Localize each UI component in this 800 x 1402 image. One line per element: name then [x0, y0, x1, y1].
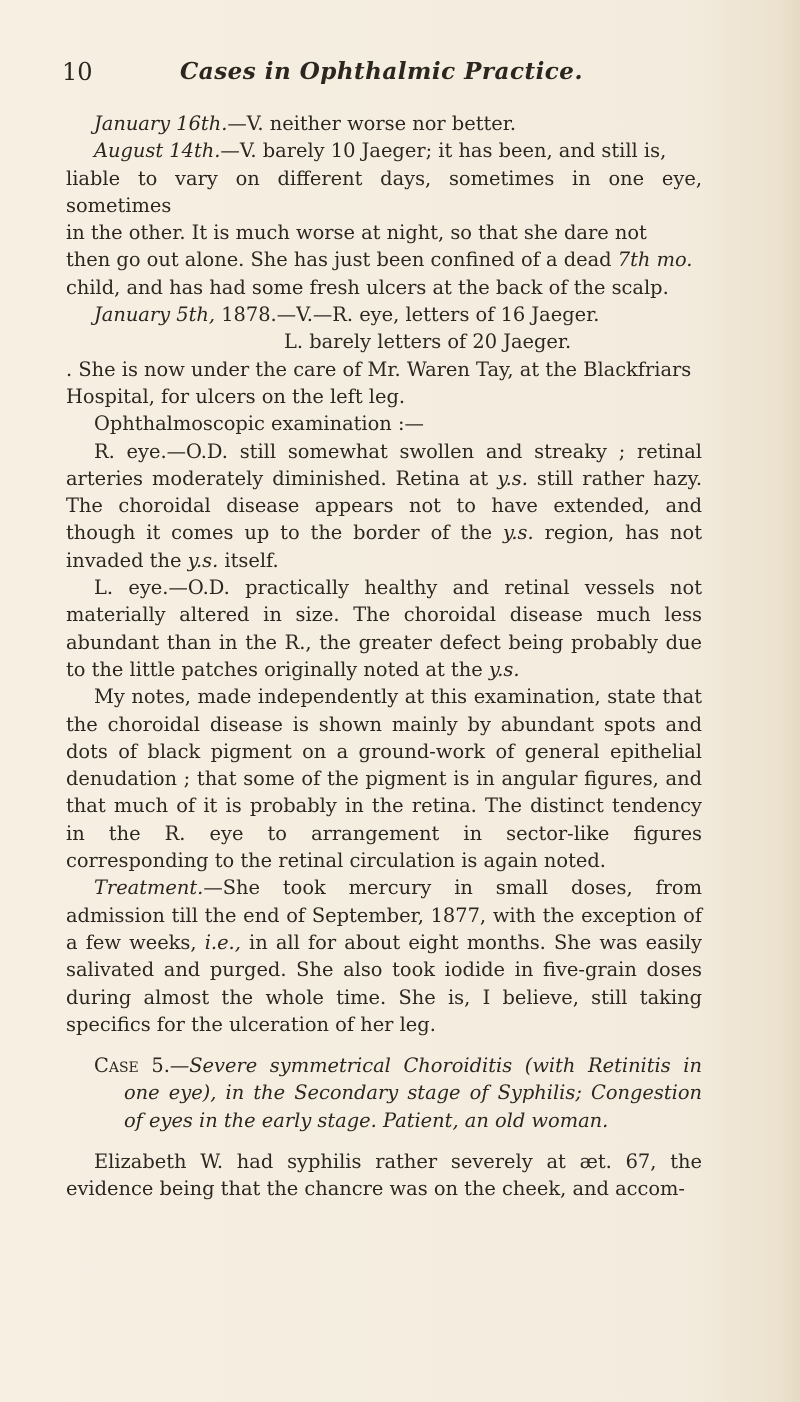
paragraph-text: —V. neither worse nor better.: [227, 112, 517, 135]
month-note: 7th mo.: [617, 248, 693, 272]
text-line-part: then go out alone. She has just been confined of a dead: [66, 248, 612, 272]
paragraph-first-line: [66, 137, 702, 164]
abbrev-ie: i.e.,: [204, 930, 241, 954]
date-label: August 14th.: [94, 139, 221, 163]
text-line: [66, 246, 702, 273]
paragraph-january-5: [66, 301, 702, 356]
paragraph-text: —V. barely 10 Jaeger; it has been, and still is,: [220, 139, 667, 163]
text-line: child, and has had some fresh ulcers at the back of the scalp.: [66, 275, 669, 299]
paragraph-second-line: L. barely letters of 20 Jaeger.: [284, 330, 572, 354]
paragraph-notes: My notes, made independently at this examination, state that the choroidal disease is shown mainly by abundant spots and dots of black pigment on a ground-work of general epithelial denudation ; that some of the pigment is in angular figures, and that much of it is probably in the retina. The distinct tendency in the R. eye to arrangement in sector-like figures corresponding to the retinal circulation is again noted.: [66, 685, 702, 873]
paragraph-text: still rather hazy. The choroidal disease appears not to have extended, and though it comes up to the border of the: [66, 466, 702, 545]
paragraph-first-line: [66, 301, 702, 328]
case-label: Case 5.: [94, 1054, 170, 1078]
text-line: . She is now under the care of Mr. Waren Tay, at the Blackfriars: [66, 357, 692, 381]
date-label: January 16th.: [94, 112, 228, 135]
paragraph-january-16: [66, 110, 702, 137]
paragraph-blackfriars: [66, 356, 702, 411]
case-title: —Severe symmetrical Choroiditis (with Retinitis in one eye), in the Secondary stage of Syphilis; Congestion of eyes in the early stage. Patient, an old woman.: [124, 1054, 702, 1132]
text-line: in the other. It is much worse at night, so that she dare not: [66, 221, 647, 245]
paragraph-text: region, has not invaded the: [66, 521, 702, 572]
treatment-label: Treatment.: [94, 876, 204, 900]
paragraph-text: R. eye.—O.D. still somewhat swollen and streaky ; retinal arteries moderately diminished. Retina at: [66, 439, 702, 490]
abbrev-ys: y.s.: [187, 548, 219, 572]
text-line: liable to vary on different days, sometimes in one eye, sometimes: [66, 166, 702, 217]
paragraph-text: 1878.—V.—R. eye, letters of 16 Jaeger.: [215, 303, 600, 327]
paragraph-right-eye: [66, 438, 702, 574]
paragraph-text: L. eye.—O.D. practically healthy and retinal vessels not materially altered in size. The choroidal disease much less abundant than in the R., the greater defect being probably due to the little patches originally noted at the: [66, 576, 702, 681]
case-heading: [66, 1052, 702, 1134]
paragraph-august-14: [66, 137, 702, 301]
date-label: January 5th,: [94, 303, 216, 327]
running-head: Cases in Ophthalmic Practice.: [180, 58, 583, 85]
abbrev-ys: y.s.: [497, 466, 528, 490]
body-text: [66, 110, 702, 1203]
paragraph-text: in all for about eight months. She was easily salivated and purged. She also took iodide in five-grain doses during almost the whole time. She is, I believe, still taking specifics for the ulceration of her leg.: [66, 930, 702, 1036]
paragraph-elizabeth: Elizabeth W. had syphilis rather severely at æt. 67, the evidence being that the chancre was on the cheek, and accom-: [66, 1149, 702, 1201]
paragraph-examination-heading: Ophthalmoscopic examination :—: [94, 412, 424, 436]
paragraph-text: itself.: [218, 548, 279, 572]
abbrev-ys: y.s.: [488, 657, 520, 681]
paragraph-text: —She took mercury in small doses, from admission till the end of September, 1877, with the exception of a few weeks,: [66, 876, 702, 954]
page-number: 10: [62, 58, 93, 86]
paragraph-left-eye: [66, 574, 702, 683]
page-header: [60, 58, 710, 98]
text-line: Hospital, for ulcers on the left leg.: [66, 384, 406, 408]
paragraph-treatment: [66, 874, 702, 1038]
abbrev-ys: y.s.: [503, 521, 534, 545]
